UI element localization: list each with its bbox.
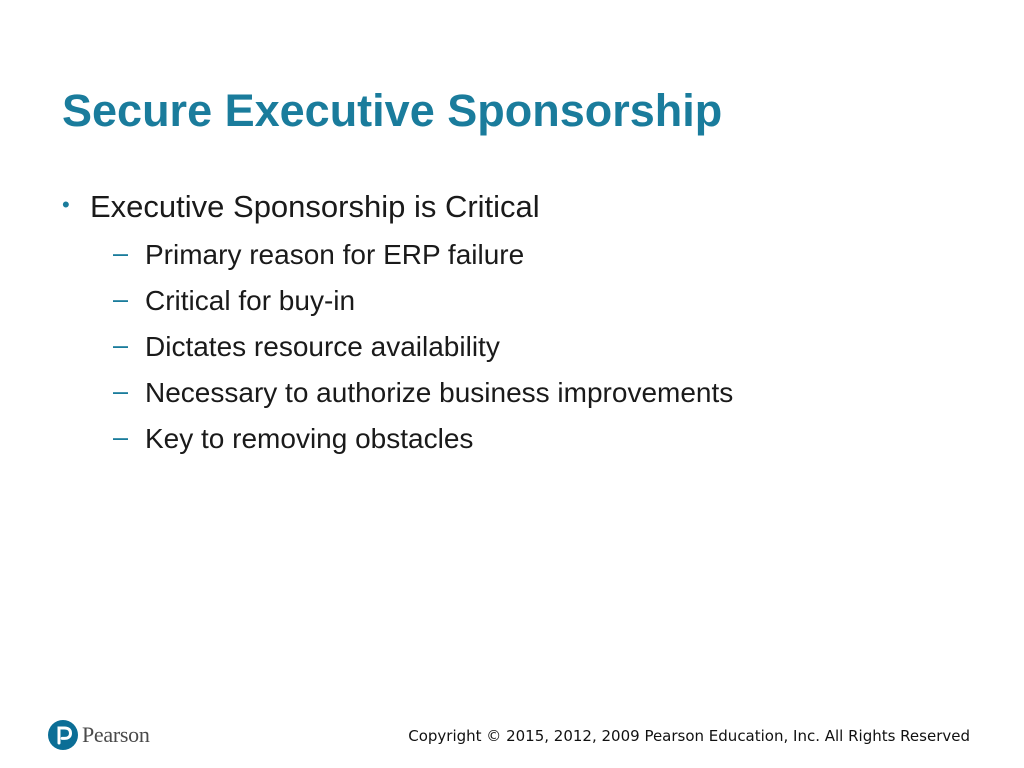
dash-icon: – (113, 376, 129, 406)
copyright-notice: Copyright © 2015, 2012, 2009 Pearson Education, Inc. All Rights Reserved (408, 727, 970, 745)
sub-bullet (113, 236, 733, 282)
sub-bullet (113, 374, 733, 420)
main-bullet-text: Executive Sponsorship is Critical (90, 189, 540, 224)
pearson-p-icon (48, 720, 78, 750)
main-bullet (62, 187, 540, 227)
sub-bullet-text: Critical for buy-in (145, 285, 356, 316)
dash-icon: – (113, 238, 129, 268)
sub-bullet-text: Primary reason for ERP failure (145, 239, 525, 270)
sub-bullet (113, 282, 733, 328)
pearson-logo (48, 720, 150, 750)
sub-bullet-text: Dictates resource availability (145, 331, 500, 362)
slide-title: Secure Executive Sponsorship (62, 85, 723, 136)
sub-bullet (113, 420, 733, 466)
dash-icon: – (113, 330, 129, 360)
sub-bullet-list (113, 236, 733, 466)
sub-bullet-text: Necessary to authorize business improvements (145, 377, 734, 408)
bullet-dot-icon: • (62, 192, 70, 217)
dash-icon: – (113, 422, 129, 452)
pearson-logo-text: Pearson (82, 722, 150, 747)
dash-icon: – (113, 284, 129, 314)
sub-bullet-text: Key to removing obstacles (145, 423, 474, 454)
sub-bullet (113, 328, 733, 374)
